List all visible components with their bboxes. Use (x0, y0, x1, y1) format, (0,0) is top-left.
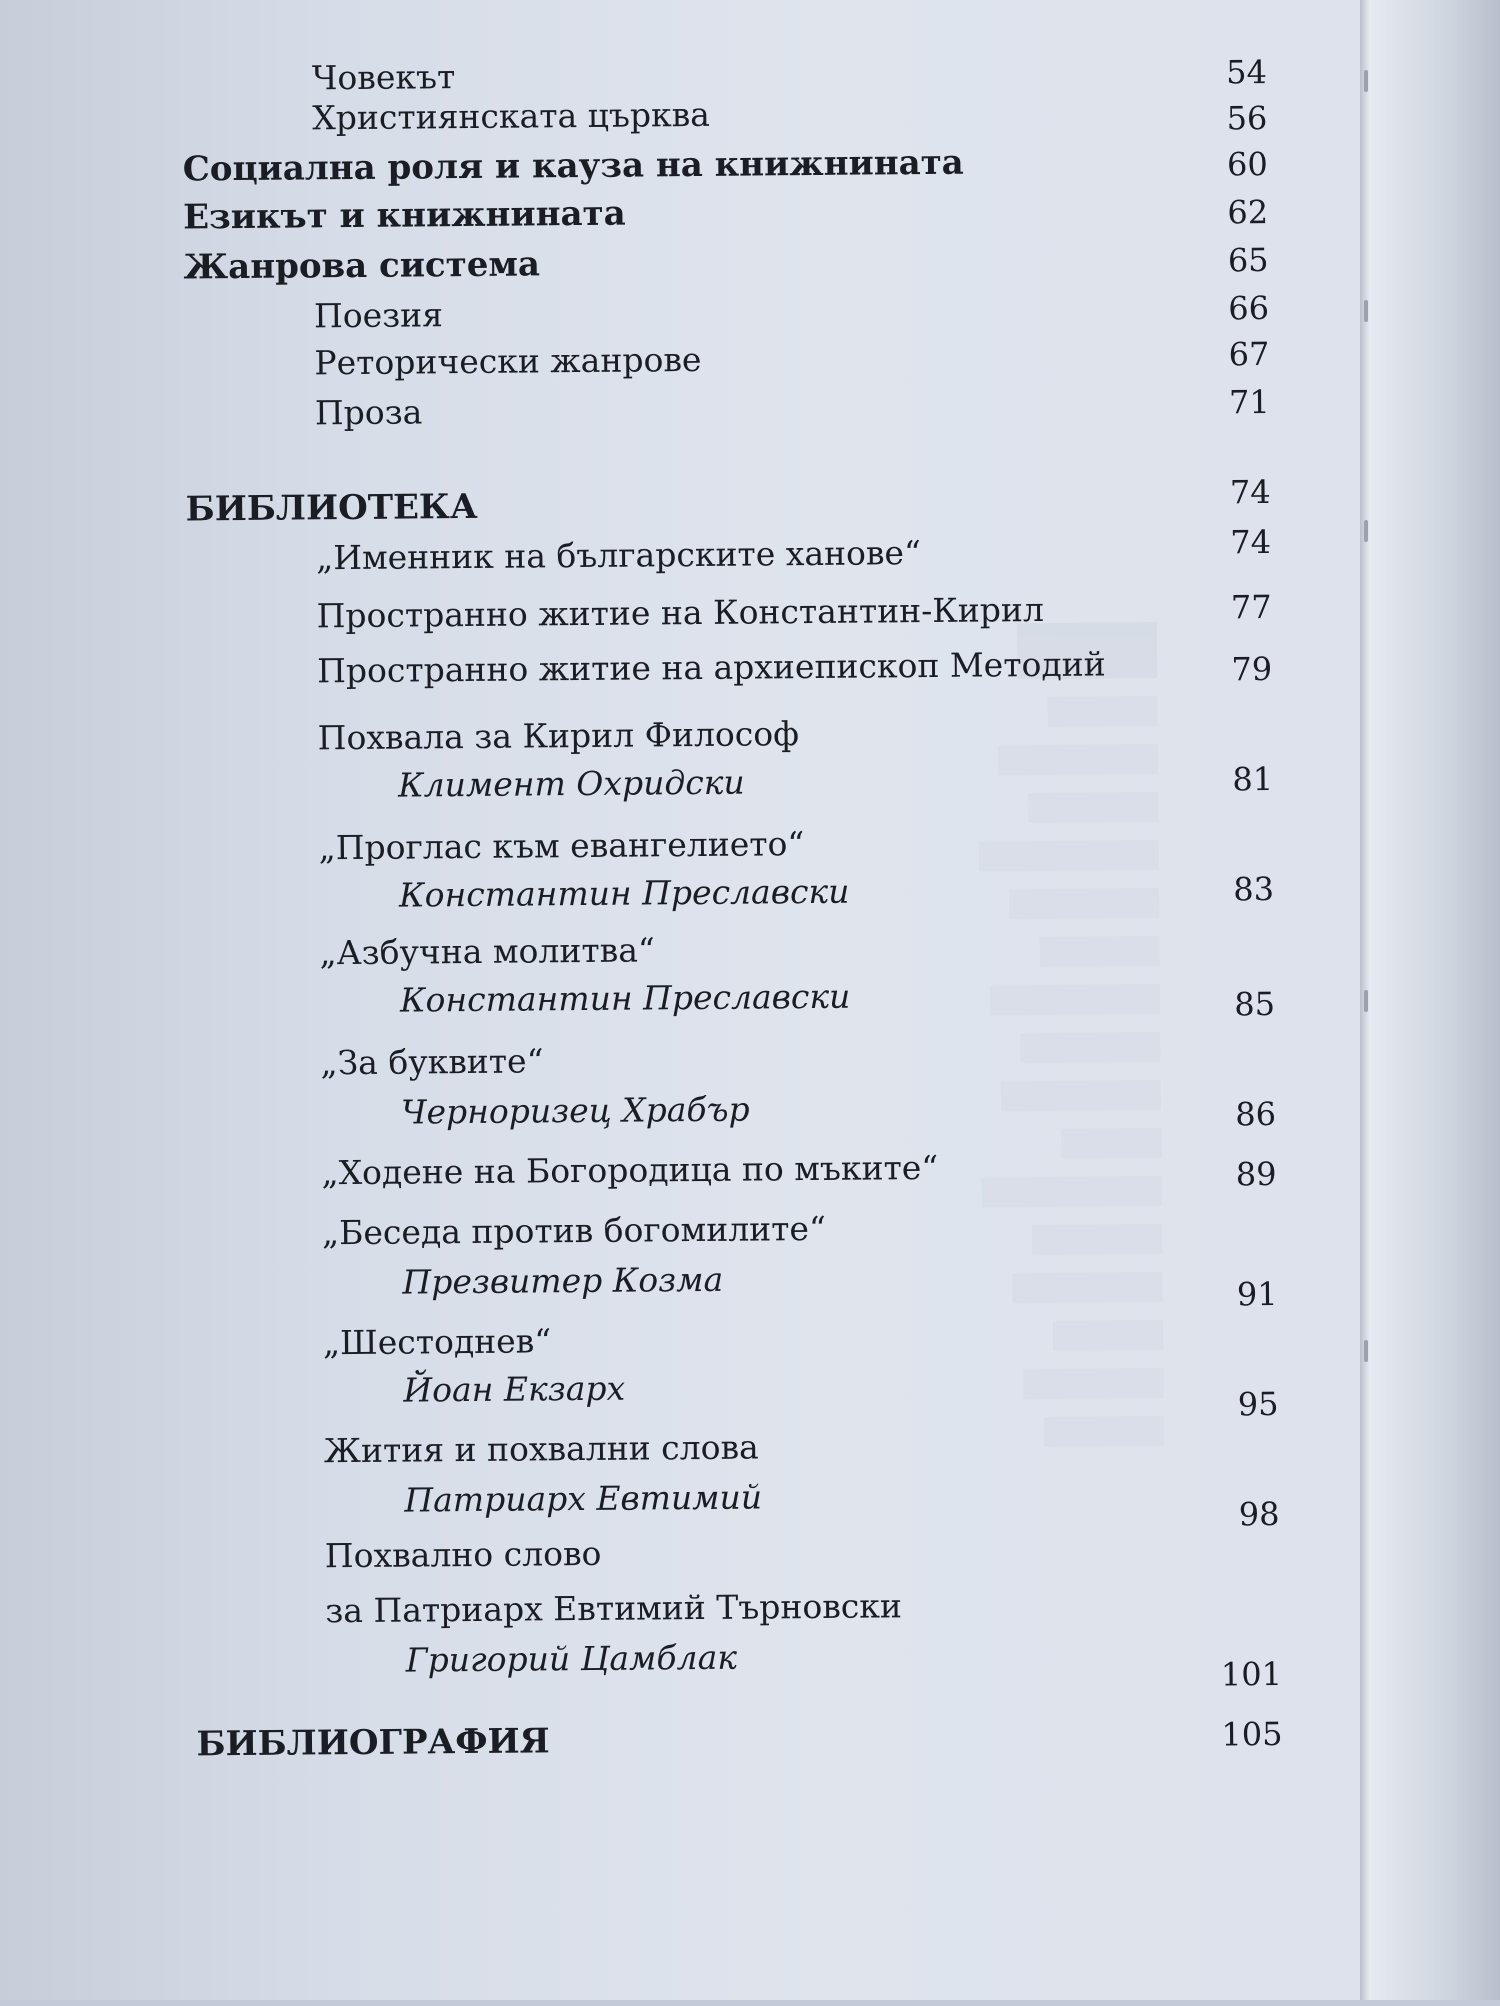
toc-entry-title: Езикът и книжнината (182, 193, 626, 238)
toc-entry-title: „Шестоднев“ (322, 1321, 552, 1363)
binding-stitch (1364, 70, 1368, 92)
toc-entry-title: БИБЛИОГРАФИЯ (196, 1721, 550, 1765)
toc-entry-author: Йоан Екзарх (403, 1368, 626, 1410)
toc-entry-title: Пространно житие на Константин-Кирил (316, 589, 1045, 636)
toc-entry-page-number: 74 (1230, 523, 1272, 562)
toc-entry-author: Черноризец Храбър (400, 1089, 750, 1132)
toc-entry-page-number: 101 (1220, 1654, 1283, 1694)
toc-entry-page-number: 66 (1228, 289, 1270, 328)
toc-entry-page-number: 67 (1228, 335, 1270, 374)
toc-entry-title: „Именник на българските ханове“ (315, 533, 922, 578)
toc-entry-title: „Ходене на Богородица по мъките“ (321, 1147, 939, 1193)
toc-entry-title: „Проглас към евангелието“ (318, 824, 805, 868)
toc-entry-title: Човекът (311, 57, 456, 98)
toc-entry-page-number: 65 (1227, 241, 1269, 280)
facing-page (1370, 0, 1500, 2000)
toc-entry-page-number: 98 (1238, 1494, 1280, 1534)
toc-entry-page-number: 71 (1228, 383, 1270, 422)
toc-entry-title: за Патриарх Евтимий Търновски (325, 1586, 903, 1631)
toc-entry-author: Климент Охридски (397, 762, 745, 805)
toc-entry-page-number: 79 (1231, 649, 1273, 689)
toc-entry-page-number: 105 (1221, 1714, 1283, 1754)
toc-entry-title: Похвала за Кирил Философ (317, 714, 800, 758)
toc-entry-page-number: 95 (1237, 1384, 1279, 1424)
toc-entry-title: Християнската църква (312, 94, 711, 138)
toc-entry-page-number: 85 (1234, 984, 1276, 1024)
show-through-text (957, 616, 1168, 1918)
toc-entry-author: Константин Преславски (398, 871, 850, 915)
toc-entry-page-number: 62 (1227, 193, 1269, 232)
toc-entry-author: Константин Преславски (399, 976, 851, 1020)
toc-entry-title: Проза (314, 392, 423, 433)
toc-entry-page-number: 74 (1229, 473, 1271, 512)
toc-entry-title: Пространно житие на архиепископ Методий (316, 644, 1106, 691)
toc-entry-page-number: 81 (1232, 759, 1274, 799)
binding-stitch (1364, 300, 1368, 322)
toc-entry-page-number: 89 (1235, 1154, 1277, 1194)
toc-entry-page-number: 56 (1226, 99, 1268, 138)
toc-entry-title: Реторически жанрове (314, 339, 702, 383)
toc-entry-title: „Азбучна молитва“ (319, 930, 655, 973)
toc-entry-title: „За буквите“ (320, 1041, 544, 1083)
toc-entry-page-number: 77 (1230, 587, 1272, 627)
toc-entry-title: „Беседа против богомилите“ (321, 1208, 827, 1253)
toc-entry-author: Презвитер Козма (402, 1259, 724, 1302)
toc-entry-page-number: 83 (1233, 869, 1275, 909)
toc-entry-author: Патриарх Евтимий (404, 1477, 763, 1520)
toc-entry-title: Похвално слово (324, 1533, 602, 1576)
toc-entry-page-number: 54 (1226, 53, 1268, 92)
toc-entry-page-number: 60 (1226, 145, 1268, 184)
toc-entry-page-number: 86 (1235, 1094, 1277, 1134)
toc-entry-title: БИБЛИОТЕКА (185, 486, 478, 530)
toc-entry-author: Григорий Цамблак (405, 1637, 738, 1680)
toc-entry-page-number: 91 (1236, 1274, 1278, 1314)
toc-entry-title: Поезия (313, 295, 444, 336)
toc-entry-title: Жития и похвални слова (323, 1427, 759, 1471)
toc-entry-title: Жанрова система (183, 244, 541, 288)
toc-entry-title: Социална роля и кауза на книжнината (182, 142, 964, 190)
